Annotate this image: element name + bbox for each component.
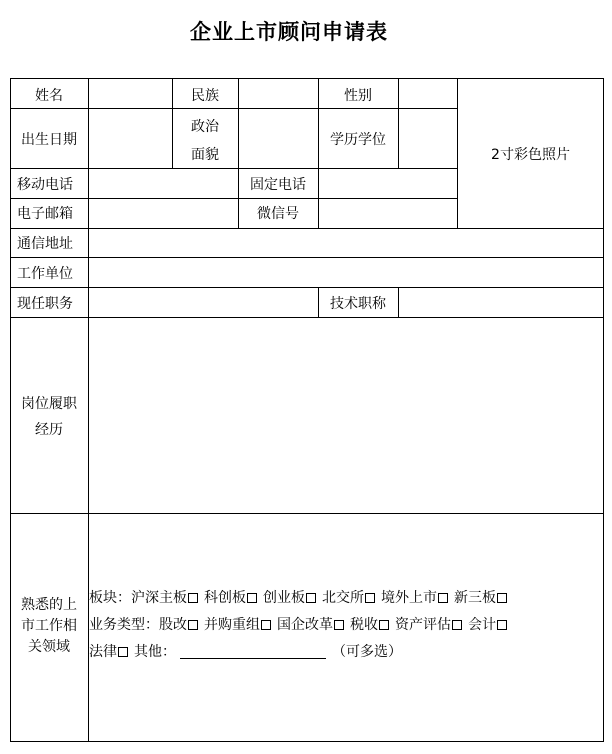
row-divider (10, 513, 604, 514)
table-border-bottom (10, 741, 604, 742)
option-mergers-acquisitions[interactable]: 并购重组 (204, 616, 271, 634)
sector-options-line (89, 589, 513, 607)
photo-placeholder: 2寸彩色照片 (491, 147, 570, 163)
address-label: 通信地址 (17, 236, 73, 252)
business-type-options-line (89, 616, 513, 634)
checkbox-icon[interactable] (379, 620, 389, 630)
checkbox-icon[interactable] (306, 593, 316, 603)
option-beijing-exchange[interactable]: 北交所 (322, 589, 375, 607)
table-border-top (10, 78, 604, 79)
row-divider (10, 257, 604, 258)
position-label: 现任职务 (17, 296, 73, 312)
email-label: 电子邮箱 (17, 206, 73, 222)
option-soe-reform[interactable]: 国企改革 (277, 616, 344, 634)
row-divider (10, 228, 604, 229)
checkbox-icon[interactable] (247, 593, 257, 603)
familiar-areas-label-line3: 关领域 (28, 639, 70, 655)
checkbox-icon[interactable] (365, 593, 375, 603)
checkbox-icon[interactable] (261, 620, 271, 630)
checkbox-icon[interactable] (452, 620, 462, 630)
option-shareholding-reform[interactable]: 股改 (159, 616, 198, 634)
option-tax[interactable]: 税收 (350, 616, 389, 634)
experience-label-line2: 经历 (35, 422, 63, 438)
column-divider (398, 287, 399, 317)
row-divider (10, 108, 458, 109)
ethnicity-label: 民族 (191, 88, 219, 104)
gender-label: 性别 (344, 88, 372, 104)
row-divider (10, 198, 458, 199)
option-overseas-listing[interactable]: 境外上市 (381, 589, 448, 607)
row-divider (10, 317, 604, 318)
sector-prefix: 板块： (89, 590, 131, 606)
checkbox-icon[interactable] (438, 593, 448, 603)
education-label: 学历学位 (330, 132, 386, 148)
option-accounting[interactable]: 会计 (468, 616, 507, 634)
political-status-label-line1: 政治 (191, 119, 219, 135)
checkbox-icon[interactable] (188, 593, 198, 603)
other-options-line (89, 643, 402, 661)
familiar-areas-label-line2: 市工作相 (21, 618, 77, 634)
form-title: 企业上市顾问申请表 (190, 19, 388, 44)
checkbox-icon[interactable] (188, 620, 198, 630)
other-label: 其他： (134, 644, 176, 660)
option-chinext[interactable]: 创业板 (263, 589, 316, 607)
birth-date-label: 出生日期 (21, 132, 77, 148)
other-input-line[interactable] (180, 644, 326, 659)
table-border-right (603, 78, 604, 742)
checkbox-icon[interactable] (118, 647, 128, 657)
business-type-prefix: 业务类型： (89, 617, 159, 633)
mobile-label: 移动电话 (17, 177, 73, 193)
experience-label-line1: 岗位履职 (21, 396, 77, 412)
option-shanghai-shenzhen-main-board[interactable]: 沪深主板 (131, 589, 198, 607)
employer-label: 工作单位 (17, 266, 73, 282)
multi-select-note: （可多选） (332, 644, 402, 660)
option-legal[interactable]: 法律 (89, 643, 128, 661)
wechat-label: 微信号 (257, 206, 299, 222)
checkbox-icon[interactable] (497, 620, 507, 630)
political-status-label-line2: 面貌 (191, 147, 219, 163)
row-divider (10, 168, 458, 169)
row-divider (10, 287, 604, 288)
option-asset-valuation[interactable]: 资产评估 (395, 616, 462, 634)
name-label: 姓名 (35, 88, 63, 104)
column-divider (398, 78, 399, 168)
option-neeq[interactable]: 新三板 (454, 589, 507, 607)
option-star-market[interactable]: 科创板 (204, 589, 257, 607)
checkbox-icon[interactable] (497, 593, 507, 603)
technical-title-label: 技术职称 (330, 296, 386, 312)
familiar-areas-label-line1: 熟悉的上 (21, 597, 77, 613)
landline-label: 固定电话 (250, 177, 306, 193)
checkbox-icon[interactable] (334, 620, 344, 630)
